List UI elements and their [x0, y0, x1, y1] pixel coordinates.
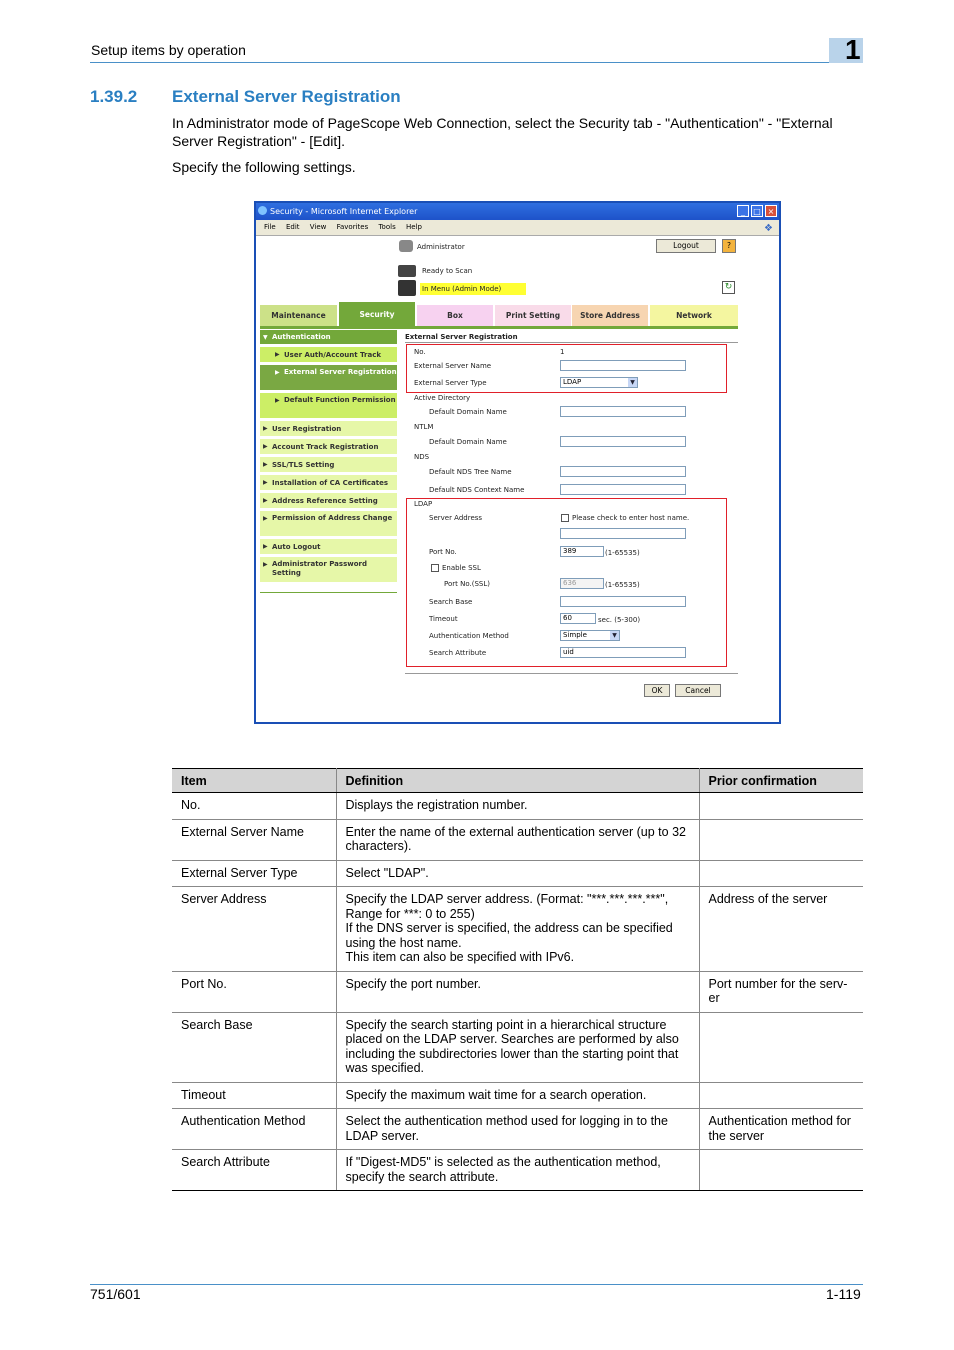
nav-default-function[interactable]: ▶ Default Function Permission — [260, 393, 397, 419]
active-directory-label: Active Directory — [414, 394, 471, 402]
status-mode: In Menu (Admin Mode) — [420, 283, 526, 295]
intro-paragraph: In Administrator mode of PageScope Web Connection, select the Security tab - "Authentication" - "External Server Registration" - [Edit]. — [172, 115, 833, 149]
section-number: 1.39.2 — [90, 87, 138, 106]
server-name-input[interactable] — [560, 360, 686, 371]
table-row — [172, 1082, 863, 1109]
table-cell — [699, 819, 863, 860]
nav-ca-certificates[interactable]: ▶ Installation of CA Certificates — [260, 475, 397, 491]
port-ssl-range: (1-65535) — [605, 581, 640, 589]
menu-edit[interactable]: Edit — [285, 223, 300, 231]
table-cell: External Server Name — [172, 819, 336, 860]
table-cell — [699, 1150, 863, 1191]
table-cell: Enter the name of the external authentication server (up to 32 characters). — [336, 819, 699, 860]
ldap-label: LDAP — [414, 500, 433, 508]
table-cell: Authentication Method — [172, 1109, 336, 1150]
running-title: Setup items by operation — [91, 42, 246, 58]
logout-button[interactable]: Logout — [656, 239, 716, 253]
table-cell: No. — [172, 793, 336, 820]
search-base-input[interactable] — [560, 596, 686, 607]
nds-context-input[interactable] — [560, 484, 686, 495]
minimize-icon[interactable]: _ — [737, 205, 749, 217]
nav-ssl-tls[interactable]: ▶ SSL/TLS Setting — [260, 457, 397, 473]
search-attr-input[interactable]: uid — [560, 647, 686, 658]
window-title: Security - Microsoft Internet Explorer — [270, 207, 418, 216]
ntlm-label: NTLM — [414, 423, 434, 431]
timeout-label: Timeout — [429, 615, 458, 623]
table-header-item: Item — [172, 769, 336, 793]
table-cell: Search Attribute — [172, 1150, 336, 1191]
cancel-button[interactable]: Cancel — [675, 684, 721, 697]
tab-network[interactable]: Network — [650, 305, 738, 326]
server-name-label: External Server Name — [414, 362, 492, 370]
auth-method-select[interactable]: Simple ▼ — [560, 630, 620, 641]
form-bottom-rule — [405, 673, 738, 674]
table-cell: Search Base — [172, 1012, 336, 1082]
tab-box[interactable]: Box — [417, 305, 493, 326]
tab-maintenance[interactable]: Maintenance — [260, 305, 337, 326]
table-cell: Server Address — [172, 887, 336, 972]
table-row — [172, 860, 863, 887]
table-cell: Specify the search starting point in a hierarchical structure placed on the LDAP server. Searches are performed by also including the subdirectories lower than the starting point that was specified. — [336, 1012, 699, 1082]
close-icon[interactable]: × — [765, 205, 777, 217]
printer-mode-icon — [398, 280, 416, 296]
admin-user-label: Administrator — [417, 243, 465, 251]
footer-page-number: 1-119 — [826, 1286, 861, 1302]
server-address-label: Server Address — [429, 514, 483, 522]
table-row — [172, 1109, 863, 1150]
status-ready: Ready to Scan — [422, 267, 473, 275]
ad-domain-label: Default Domain Name — [429, 408, 507, 416]
header-rule — [90, 62, 863, 63]
menu-view[interactable]: View — [309, 223, 327, 231]
ad-domain-input[interactable] — [560, 406, 686, 417]
timeout-unit: sec. (5-300) — [598, 616, 641, 624]
server-type-label: External Server Type — [414, 379, 487, 387]
footer-rule — [90, 1284, 863, 1285]
table-header-row — [172, 769, 863, 793]
nav-authentication[interactable]: ▼ Authentication — [260, 330, 397, 345]
port-ssl-label: Port No.(SSL) — [444, 580, 490, 588]
instruction-paragraph: Specify the following settings. — [172, 159, 356, 175]
menu-tools[interactable]: Tools — [378, 223, 396, 231]
nds-context-label: Default NDS Context Name — [429, 486, 525, 494]
printer-status-icon — [398, 265, 416, 277]
nds-tree-input[interactable] — [560, 466, 686, 477]
nav-admin-password[interactable]: ▶ Administrator Password Setting — [260, 557, 397, 583]
table-cell: Specify the maximum wait time for a search operation. — [336, 1082, 699, 1109]
form-heading-rule — [405, 342, 738, 343]
table-cell: Port number for the serv- er — [699, 971, 863, 1012]
nav-permission-address[interactable]: ▶ Permission of Address Change — [260, 511, 397, 537]
tab-print-setting[interactable]: Print Setting — [495, 305, 571, 326]
tab-store-address[interactable]: Store Address — [572, 305, 648, 326]
table-row — [172, 1150, 863, 1191]
table-row — [172, 1012, 863, 1082]
nav-address-reference[interactable]: ▶ Address Reference Setting — [260, 493, 397, 509]
tab-underline — [260, 326, 738, 329]
ntlm-domain-input[interactable] — [560, 436, 686, 447]
table-row — [172, 971, 863, 1012]
nds-label: NDS — [414, 453, 430, 461]
port-range: (1-65535) — [605, 549, 640, 557]
table-cell — [699, 860, 863, 887]
nav-bottom-rule — [260, 592, 397, 593]
help-button[interactable]: ? — [722, 239, 736, 253]
menu-file[interactable]: File — [264, 223, 276, 231]
server-address-input[interactable] — [560, 528, 686, 539]
table-cell: External Server Type — [172, 860, 336, 887]
admin-user-icon — [399, 240, 413, 252]
table-cell: Specify the port number. — [336, 971, 699, 1012]
table-cell — [699, 1082, 863, 1109]
chapter-number: 1 — [845, 34, 861, 65]
table-cell — [699, 1012, 863, 1082]
table-cell: Select the authentication method used for logging in to the LDAP server. — [336, 1109, 699, 1150]
menu-bar — [256, 220, 779, 236]
ntlm-domain-label: Default Domain Name — [429, 438, 507, 446]
nav-external-server[interactable]: ▶ External Server Registration — [260, 365, 397, 391]
footer-model: 751/601 — [90, 1286, 141, 1302]
table-row — [172, 793, 863, 820]
nav-account-track[interactable]: ▶ Account Track Registration — [260, 439, 397, 455]
table-header-definition: Definition — [336, 769, 699, 793]
table-row — [172, 887, 863, 972]
checkbox-icon — [431, 564, 439, 572]
section-title: External Server Registration — [172, 87, 401, 106]
menu-help[interactable]: Help — [405, 223, 422, 231]
search-base-label: Search Base — [429, 598, 473, 606]
menu-favorites[interactable]: Favorites — [336, 223, 369, 231]
table-cell: Address of the server — [699, 887, 863, 972]
maximize-icon[interactable]: □ — [751, 205, 763, 217]
server-type-select[interactable]: LDAP ▼ — [560, 377, 638, 388]
form-heading: External Server Registration — [405, 333, 518, 341]
host-name-checkbox[interactable]: Please check to enter host name. — [561, 514, 689, 522]
refresh-icon[interactable]: ↻ — [722, 281, 735, 294]
nav-user-registration[interactable]: ▶ User Registration — [260, 421, 397, 437]
no-value: 1 — [560, 348, 565, 356]
chevron-down-icon: ▼ — [628, 378, 637, 387]
table-cell: Specify the LDAP server address. (Format: "***.***.***.***", Range for ***: 0 to 255) If the DNS server is specified, the address can be specified using the host name. This item can also be specified with IPv6. — [336, 887, 699, 972]
settings-table — [172, 768, 863, 1191]
chevron-down-icon: ▼ — [610, 631, 619, 640]
checkbox-icon — [561, 514, 569, 522]
table-row — [172, 819, 863, 860]
nav-auto-logout[interactable]: ▶ Auto Logout — [260, 539, 397, 555]
port-ssl-input[interactable]: 636 — [560, 578, 604, 589]
table-cell: Select "LDAP". — [336, 860, 699, 887]
timeout-input[interactable]: 60 — [560, 613, 596, 624]
port-label: Port No. — [429, 548, 457, 556]
ie-icon — [258, 206, 267, 215]
table-header-prior: Prior confirmation — [699, 769, 863, 793]
tab-security[interactable]: Security — [339, 302, 415, 326]
nav-user-auth[interactable]: ▶ User Auth/Account Track — [260, 347, 397, 363]
browser-screenshot — [254, 201, 781, 724]
table-cell: Authentication method for the server — [699, 1109, 863, 1150]
windows-logo-icon: ❖ — [764, 223, 773, 234]
no-label: No. — [414, 348, 426, 356]
table-cell — [699, 793, 863, 820]
table-cell: Displays the registration number. — [336, 793, 699, 820]
table-cell: If "Digest-MD5" is selected as the authentication method, specify the search attribute. — [336, 1150, 699, 1191]
search-attr-label: Search Attribute — [429, 649, 487, 657]
port-input[interactable]: 389 — [560, 546, 604, 557]
auth-method-label: Authentication Method — [429, 632, 509, 640]
ok-button[interactable]: OK — [644, 684, 670, 697]
enable-ssl-checkbox[interactable]: Enable SSL — [431, 564, 481, 572]
table-cell: Timeout — [172, 1082, 336, 1109]
nds-tree-label: Default NDS Tree Name — [429, 468, 512, 476]
window-titlebar — [256, 203, 779, 220]
table-cell: Port No. — [172, 971, 336, 1012]
